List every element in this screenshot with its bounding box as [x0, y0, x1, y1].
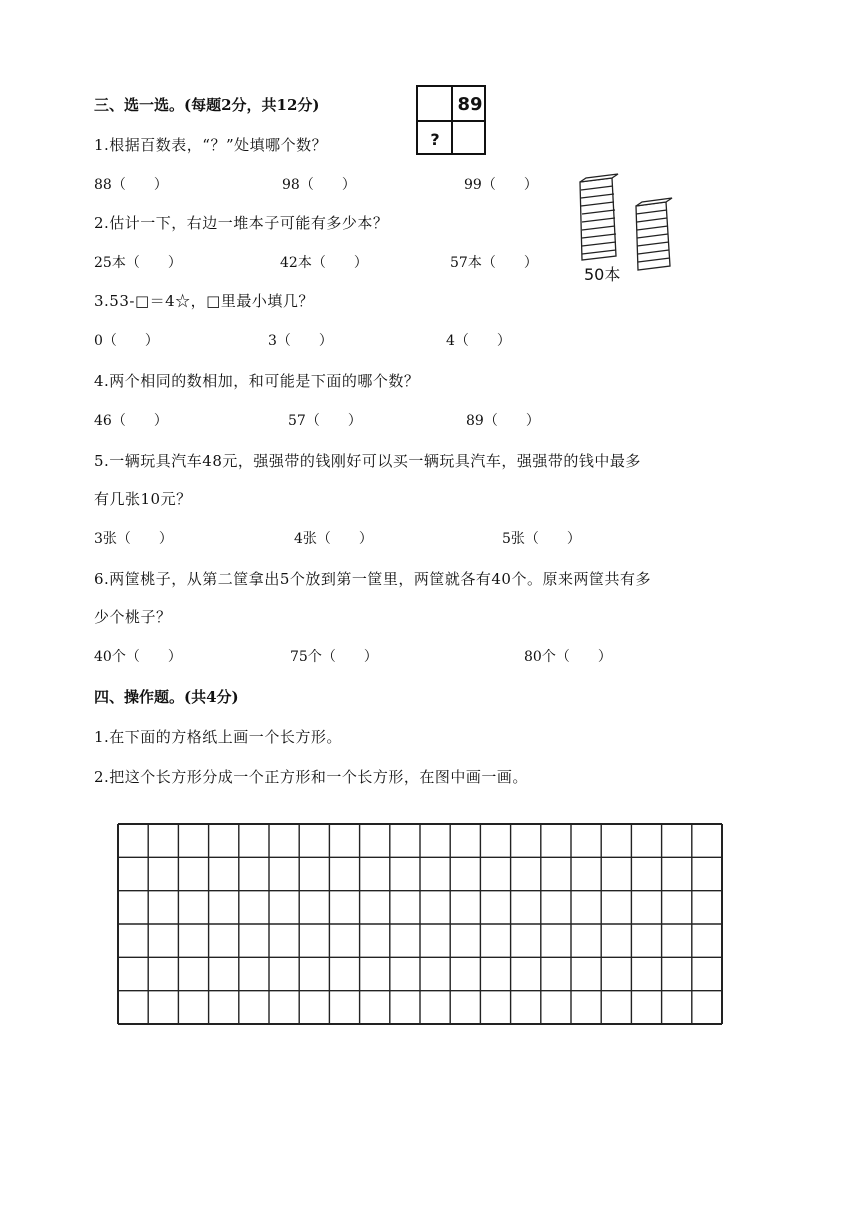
- question-5-line2: 有几张10元？: [94, 490, 192, 508]
- q5-option-a: 3张（ ）: [94, 531, 173, 547]
- question-3: 3.53-□＝4☆，□里最小填几？: [94, 292, 314, 310]
- hundred-chart-snippet: [416, 85, 486, 155]
- q3-option-b: 3（ ）: [268, 333, 333, 349]
- q1-option-a: 88（ ）: [94, 177, 168, 193]
- question-6-line2: 少个桃子？: [94, 608, 172, 626]
- q4-option-a: 46（ ）: [94, 413, 168, 429]
- q3-option-a: 0（ ）: [94, 333, 159, 349]
- question-2: 2.估计一下，右边一堆本子可能有多少本？: [94, 214, 389, 232]
- operation-item-1: 1.在下面的方格纸上画一个长方形。: [94, 728, 342, 746]
- question-4: 4.两个相同的数相加，和可能是下面的哪个数？: [94, 372, 420, 390]
- q2-option-c: 57本（ ）: [450, 255, 538, 271]
- q6-option-a: 40个（ ）: [94, 649, 182, 665]
- question-5-line1: 5.一辆玩具汽车48元，强强带的钱刚好可以买一辆玩具汽车，强强带的钱中最多: [94, 452, 641, 470]
- chart-cell-top-right: 89: [457, 93, 483, 115]
- q6-option-c: 80个（ ）: [524, 649, 612, 665]
- q2-option-a: 25本（ ）: [94, 255, 182, 271]
- books-label: 50本: [584, 265, 621, 284]
- q1-option-c: 99（ ）: [464, 177, 538, 193]
- q3-option-c: 4（ ）: [446, 333, 511, 349]
- question-6-line1: 6.两筐桃子，从第二筐拿出5个放到第一筐里，两筐就各有40个。原来两筐共有多: [94, 570, 651, 588]
- q4-option-c: 89（ ）: [466, 413, 540, 429]
- q1-option-b: 98（ ）: [282, 177, 356, 193]
- q5-option-b: 4张（ ）: [294, 531, 373, 547]
- q2-option-b: 42本（ ）: [280, 255, 368, 271]
- operation-item-2: 2.把这个长方形分成一个正方形和一个长方形，在图中画一画。: [94, 768, 528, 786]
- chart-cell-question: ?: [430, 129, 440, 149]
- section4-title: 四、操作题。(共4分): [94, 688, 239, 706]
- square-grid-paper[interactable]: [116, 822, 724, 1026]
- question-1: 1.根据百数表，“？”处填哪个数？: [94, 136, 328, 154]
- q5-option-c: 5张（ ）: [502, 531, 581, 547]
- q6-option-b: 75个（ ）: [290, 649, 378, 665]
- section3-title: 三、选一选。(每题2分，共12分): [94, 96, 320, 114]
- q4-option-b: 57（ ）: [288, 413, 362, 429]
